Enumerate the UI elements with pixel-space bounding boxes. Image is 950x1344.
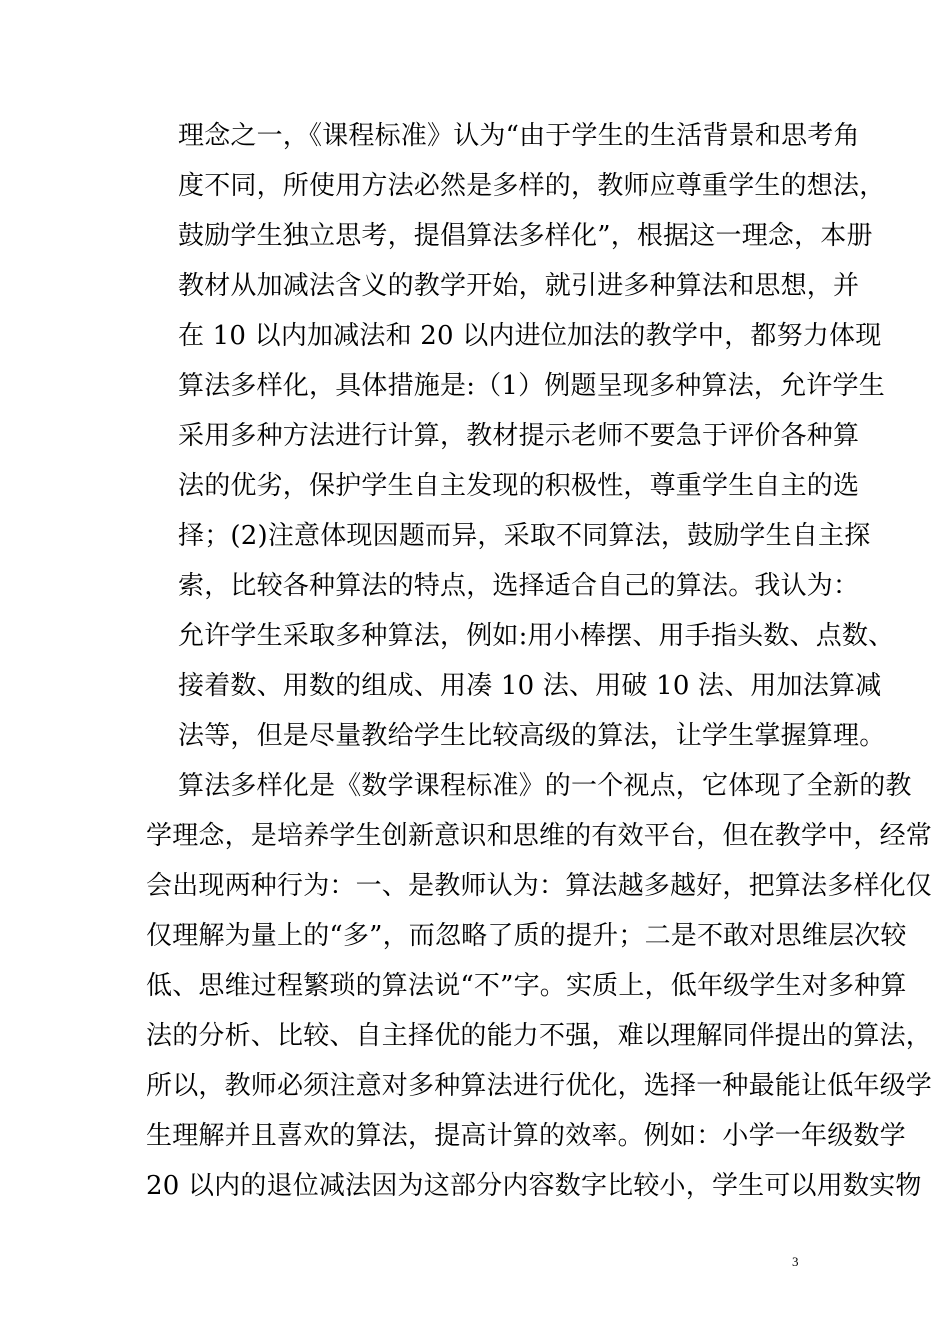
text-line: 度不同，所使用方法必然是多样的，教师应尊重学生的想法， [178,171,886,201]
text-line: 会出现两种行为：一、是教师认为：算法越多越好，把算法多样化仅 [146,871,933,901]
text-line: 接着数、用数的组成、用凑 10 法、用破 10 法、用加法算减 [178,671,882,701]
text-line: 允许学生采取多种算法，例如:用小棒摆、用手指头数、点数、 [178,621,895,651]
text-line: 在 10 以内加减法和 20 以内进位加法的教学中，都努力体现 [178,321,882,351]
text-line: 低、思维过程繁琐的算法说“不”字。实质上，低年级学生对多种算 [146,971,907,1001]
text-line: 择；(2)注意体现因题而异，采取不同算法，鼓励学生自主探 [178,521,871,551]
text-line: 鼓励学生独立思考，提倡算法多样化”，根据这一理念，本册 [178,221,873,251]
text-line: 算法多样化，具体措施是:（1）例题呈现多种算法，允许学生 [178,371,885,401]
text-line: 仅理解为量上的“多”，而忽略了质的提升；二是不敢对思维层次较 [146,921,907,951]
text-line: 生理解并且喜欢的算法，提高计算的效率。例如：小学一年级数学 [146,1121,906,1151]
text-line: 教材从加减法含义的教学开始，就引进多种算法和思想，并 [178,271,860,301]
text-line: 法的分析、比较、自主择优的能力不强，难以理解同伴提出的算法， [146,1021,933,1051]
text-line: 法等，但是尽量教给学生比较高级的算法，让学生掌握算理。 [178,721,886,751]
text-line: 索，比较各种算法的特点，选择适合自己的算法。我认为： [178,571,860,601]
paragraph-first-line: 算法多样化是《数学课程标准》的一个视点，它体现了全新的教 [178,771,912,801]
text-line: 法的优劣，保护学生自主发现的积极性，尊重学生自主的选 [178,471,860,501]
text-line: 20 以内的退位减法因为这部分内容数字比较小，学生可以用数实物 [146,1171,922,1201]
text-line: 理念之一，《课程标准》认为“由于学生的生活背景和思考角 [178,121,860,151]
text-line: 采用多种方法进行计算，教材提示老师不要急于评价各种算 [178,421,860,451]
text-line: 学理念，是培养学生创新意识和思维的有效平台，但在教学中，经常 [146,821,933,851]
page-number: 3 [792,1254,799,1269]
text-line: 所以，教师必须注意对多种算法进行优化，选择一种最能让低年级学 [146,1071,933,1101]
